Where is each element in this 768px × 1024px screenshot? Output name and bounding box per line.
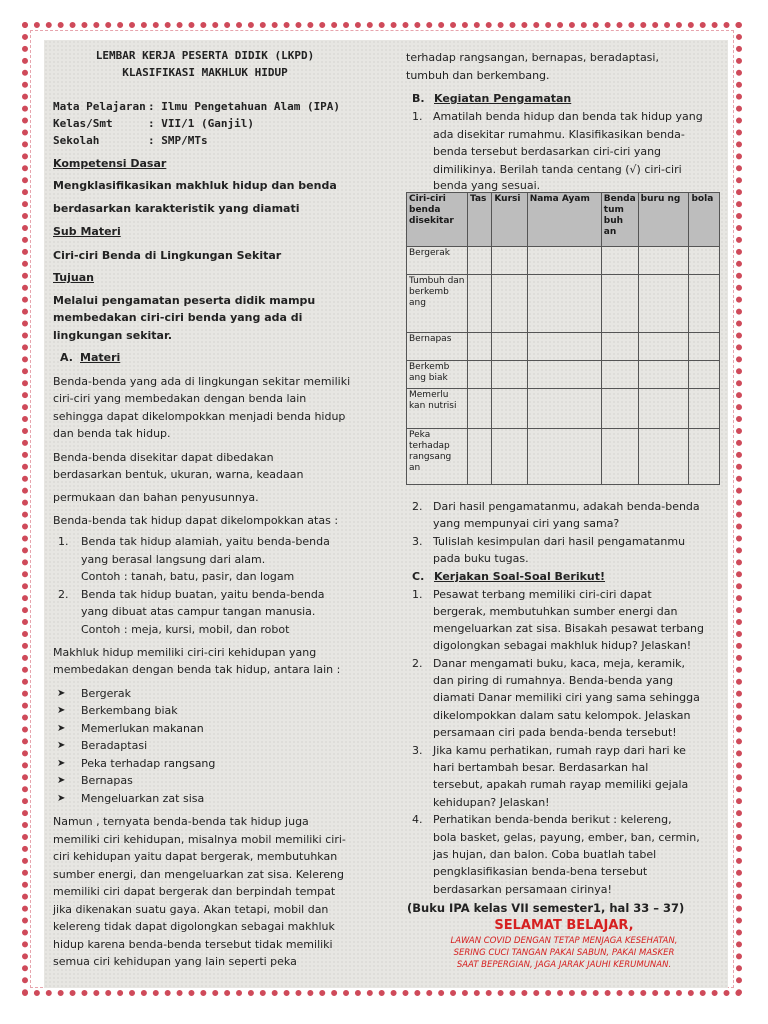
c-item-line: kehidupan? Jelaskan! [433, 796, 550, 809]
c-item-line: pengklasifikasian benda-bena tersebut [433, 865, 648, 878]
table-row [407, 389, 720, 429]
observation-table [406, 192, 720, 485]
checkbox-cell[interactable] [638, 247, 689, 275]
c-item-line: digolongkan sebagai makhluk hidup? Jelaskan! [433, 639, 692, 652]
checkbox-cell[interactable] [527, 361, 601, 389]
checkbox-cell[interactable] [527, 247, 601, 275]
kelas-value: : VII/1 (Ganjil) [148, 117, 254, 130]
table-header-cell: bola [689, 193, 720, 247]
tujuan-line-3: lingkungan sekitar. [53, 329, 172, 342]
b2-line: yang mempunyai ciri yang sama? [433, 517, 620, 530]
c-item-line: jas hujan, dan balon. Coba buatlah tabel [433, 848, 657, 861]
closing-line: LAWAN COVID DENGAN TETAP MENJAGA KESEHATAN, [450, 936, 678, 946]
c-item-line: tersebut, apakah rumah rayap memiliki gejala [433, 778, 689, 791]
checkbox-cell[interactable] [468, 333, 492, 361]
b1-line: ada disekitar rumahmu. Klasifikasikan benda- [433, 128, 685, 141]
c-item-line: bergerak, membutuhkan sumber energi dan [433, 605, 678, 618]
checkbox-cell[interactable] [601, 275, 638, 333]
c-item-line: Perhatikan benda-benda berikut : kelereng, [433, 813, 672, 826]
b1-line: dimilikinya. Berilah tanda centang (√) ciri-ciri [433, 163, 682, 176]
bullet-item: Bergerak [81, 687, 132, 700]
section-c-num: C. [412, 570, 425, 583]
c-item-line: dikelompokkan dalam satu kelompok. Jelaskan [433, 709, 691, 722]
c-item-line: Danar mengamati buku, kaca, meja, keramik, [433, 657, 686, 670]
materi-p5-line: memiliki ciri dapat bergerak dan berpindah tempat [53, 885, 336, 898]
b3-num: 3. [412, 535, 423, 548]
b1-num: 1. [412, 110, 423, 123]
bullet-item: Beradaptasi [81, 739, 148, 752]
b1-line: Amatilah benda hidup dan benda tak hidup yang [433, 110, 703, 123]
table-header-cell: Ciri-ciri benda disekitar [407, 193, 468, 247]
tujuan-heading: Tujuan [53, 271, 94, 284]
c-item-num: 2. [412, 657, 423, 670]
b2-num: 2. [412, 500, 423, 513]
materi-heading-num: A. [60, 351, 73, 364]
checkbox-cell[interactable] [468, 389, 492, 429]
table-row [407, 361, 720, 389]
checkbox-cell[interactable] [492, 429, 527, 485]
checkbox-cell[interactable] [638, 333, 689, 361]
materi-p1-line: ciri-ciri yang membedakan dengan benda lain [53, 392, 307, 405]
kelas-label: Kelas/Smt [53, 117, 113, 130]
book-reference: (Buku IPA kelas VII semester1, hal 33 – 37) [407, 901, 685, 915]
materi-p2-line: permukaan dan bahan penyusunnya. [53, 491, 259, 504]
kompetensi-line-1: Mengklasifikasikan makhluk hidup dan benda [53, 179, 337, 192]
list-1-line: yang berasal langsung dari alam. [81, 553, 266, 566]
list-1-line: Benda tak hidup alamiah, yaitu benda-benda [81, 535, 330, 548]
materi-p1-line: dan benda tak hidup. [53, 427, 171, 440]
table-row [407, 333, 720, 361]
tujuan-line-2: membedakan ciri-ciri benda yang ada di [53, 311, 303, 324]
list-num-2: 2. [58, 588, 69, 601]
sekolah-label: Sekolah [53, 134, 100, 147]
materi-p5-line: ciri kehidupan yaitu dapat bergerak, membutuhkan [53, 850, 338, 863]
checkbox-cell[interactable] [468, 361, 492, 389]
c-item-line: berdasarkan persamaan cirinya! [433, 883, 612, 896]
checkbox-cell[interactable] [601, 333, 638, 361]
c-item-line: mengeluarkan zat sisa. Bisakah pesawat terbang [433, 622, 704, 635]
checkbox-cell[interactable] [638, 389, 689, 429]
checkbox-cell[interactable] [601, 247, 638, 275]
checkbox-cell[interactable] [492, 333, 527, 361]
checkbox-cell[interactable] [689, 389, 720, 429]
materi-p5-line: sumber energi, dan mengeluarkan zat sisa. Kelereng [53, 868, 344, 881]
table-row [407, 275, 720, 333]
table-row-label: Bernapas [407, 333, 468, 361]
materi-p4-line: Makhluk hidup memiliki ciri-ciri kehidupan yang [53, 646, 317, 659]
mapel-label: Mata Pelajaran [53, 100, 146, 113]
checkbox-cell[interactable] [468, 429, 492, 485]
table-header-cell: Tas [468, 193, 492, 247]
checkbox-cell[interactable] [689, 361, 720, 389]
b2-line: Dari hasil pengamatanmu, adakah benda-benda [433, 500, 700, 513]
checkbox-cell[interactable] [601, 361, 638, 389]
bullet-item: Mengeluarkan zat sisa [81, 792, 205, 805]
table-row [407, 429, 720, 485]
checkbox-cell[interactable] [527, 275, 601, 333]
c-item-line: dan piring di rumahnya. Benda-benda yang [433, 674, 674, 687]
c-item-line: Pesawat terbang memiliki ciri-ciri dapat [433, 588, 652, 601]
c-item-num: 1. [412, 588, 423, 601]
checkbox-cell[interactable] [689, 429, 720, 485]
checkbox-cell[interactable] [527, 429, 601, 485]
materi-p1-line: sehingga dapat dikelompokkan menjadi benda hidup [53, 410, 346, 423]
mapel-value: : Ilmu Pengetahuan Alam (IPA) [148, 100, 341, 113]
c-item-num: 3. [412, 744, 423, 757]
table-header-row [407, 193, 720, 247]
checkbox-cell[interactable] [601, 389, 638, 429]
closing-line: SAAT BEPERGIAN, JAGA JARAK JAUHI KERUMUNAN. [456, 960, 672, 970]
table-header-cell: Benda tum buh an [601, 193, 638, 247]
table-row-label: Berkemb ang biak [407, 361, 468, 389]
submateri-text: Ciri-ciri Benda di Lingkungan Sekitar [53, 249, 282, 262]
materi-p5-line: Namun , ternyata benda-benda tak hidup juga [53, 815, 309, 828]
checkbox-cell[interactable] [527, 389, 601, 429]
materi-p4-line: membedakan dengan benda tak hidup, antara lain : [53, 663, 341, 676]
materi-heading: Materi [80, 351, 121, 364]
materi-p2-line: berdasarkan bentuk, ukuran, warna, keadaan [53, 468, 304, 481]
b1-line: benda tersebut berdasarkan ciri-ciri yang [433, 145, 662, 158]
arrow-bullet-icon: ➤ [57, 793, 66, 804]
checkbox-cell[interactable] [689, 247, 720, 275]
title-line-1: LEMBAR KERJA PESERTA DIDIK (LKPD) [95, 49, 315, 62]
arrow-bullet-icon: ➤ [57, 775, 66, 786]
checkbox-cell[interactable] [468, 247, 492, 275]
materi-p5-line: memiliki ciri kehidupan, misalnya mobil memiliki ciri- [53, 833, 346, 846]
checkbox-cell[interactable] [492, 361, 527, 389]
list-2-line: yang dibuat atas campur tangan manusia. [81, 605, 316, 618]
c-item-line: diamati Danar memiliki ciri yang sama sehingga [433, 691, 700, 704]
selamat-belajar: SELAMAT BELAJAR, [494, 918, 634, 933]
checkbox-cell[interactable] [638, 361, 689, 389]
bullet-item: Memerlukan makanan [81, 722, 204, 735]
submateri-heading: Sub Materi [53, 225, 121, 238]
table-header-cell: Kursi [492, 193, 527, 247]
b3-line: pada buku tugas. [433, 552, 529, 565]
arrow-bullet-icon: ➤ [57, 688, 66, 699]
c-item-line: Jika kamu perhatikan, rumah rayp dari hari ke [433, 744, 686, 757]
table-row [407, 247, 720, 275]
bullet-item: Bernapas [81, 774, 133, 787]
checkbox-cell[interactable] [492, 247, 527, 275]
materi-p5-line: hidup karena benda-benda tersebut tidak memiliki [53, 938, 333, 951]
materi-p1-line: Benda-benda yang ada di lingkungan sekitar memiliki [53, 375, 351, 388]
bullet-item: Peka terhadap rangsang [81, 757, 216, 770]
sekolah-value: : SMP/MTs [148, 134, 208, 147]
checkbox-cell[interactable] [638, 275, 689, 333]
list-2-line: Benda tak hidup buatan, yaitu benda-benda [81, 588, 325, 601]
closing-line: SERING CUCI TANGAN PAKAI SABUN, PAKAI MASKER [453, 948, 675, 958]
table-header-cell: buru ng [638, 193, 689, 247]
kompetensi-line-2: berdasarkan karakteristik yang diamati [53, 202, 300, 215]
materi-p5-line: kelereng tidak dapat digolongkan sebagai makhluk [53, 920, 335, 933]
materi-p5-line: jika dikenakan suatu gaya. Akan tetapi, mobil dan [53, 903, 329, 916]
checkbox-cell[interactable] [468, 275, 492, 333]
arrow-bullet-icon: ➤ [57, 723, 66, 734]
list-1-line: Contoh : tanah, batu, pasir, dan logam [81, 570, 295, 583]
materi-p2-line: Benda-benda disekitar dapat dibedakan [53, 451, 274, 464]
cont-line: terhadap rangsangan, bernapas, beradaptasi, [406, 51, 659, 64]
c-item-line: hari bertambah besar. Berdasarkan hal [433, 761, 649, 774]
table-row-label: Bergerak [407, 247, 468, 275]
checkbox-cell[interactable] [601, 429, 638, 485]
section-c-heading: Kerjakan Soal-Soal Berikut! [434, 570, 606, 583]
arrow-bullet-icon: ➤ [57, 758, 66, 769]
table-row-label: Peka terhadap rangsang an [407, 429, 468, 485]
checkbox-cell[interactable] [492, 389, 527, 429]
c-item-num: 4. [412, 813, 423, 826]
c-item-line: bola basket, gelas, payung, ember, ban, cermin, [433, 831, 700, 844]
bullet-item: Berkembang biak [81, 704, 178, 717]
checkbox-cell[interactable] [689, 333, 720, 361]
checkbox-cell[interactable] [492, 275, 527, 333]
checkbox-cell[interactable] [638, 429, 689, 485]
kompetensi-heading: Kompetensi Dasar [53, 157, 167, 170]
checkbox-cell[interactable] [527, 333, 601, 361]
b1-line: benda yang sesuai. [433, 179, 541, 192]
list-num-1: 1. [58, 535, 69, 548]
b3-line: Tulislah kesimpulan dari hasil pengamatanmu [433, 535, 686, 548]
c-item-line: persamaan ciri pada benda-benda tersebut! [433, 726, 677, 739]
section-b-heading: Kegiatan Pengamatan [434, 92, 572, 105]
section-b-num: B. [412, 92, 425, 105]
cont-line: tumbuh dan berkembang. [406, 69, 550, 82]
table-header-cell: Nama Ayam [527, 193, 601, 247]
arrow-bullet-icon: ➤ [57, 740, 66, 751]
arrow-bullet-icon: ➤ [57, 705, 66, 716]
checkbox-cell[interactable] [689, 275, 720, 333]
list-2-line: Contoh : meja, kursi, mobil, dan robot [81, 623, 290, 636]
materi-p5-line: semua ciri kehidupan yang lain seperti peka [53, 955, 297, 968]
table-row-label: Memerlu kan nutrisi [407, 389, 468, 429]
tujuan-line-1: Melalui pengamatan peserta didik mampu [53, 294, 316, 307]
materi-p3: Benda-benda tak hidup dapat dikelompokkan atas : [53, 514, 339, 527]
title-line-2: KLASIFIKASI MAKHLUK HIDUP [122, 66, 288, 79]
table-row-label: Tumbuh dan berkemb ang [407, 275, 468, 333]
